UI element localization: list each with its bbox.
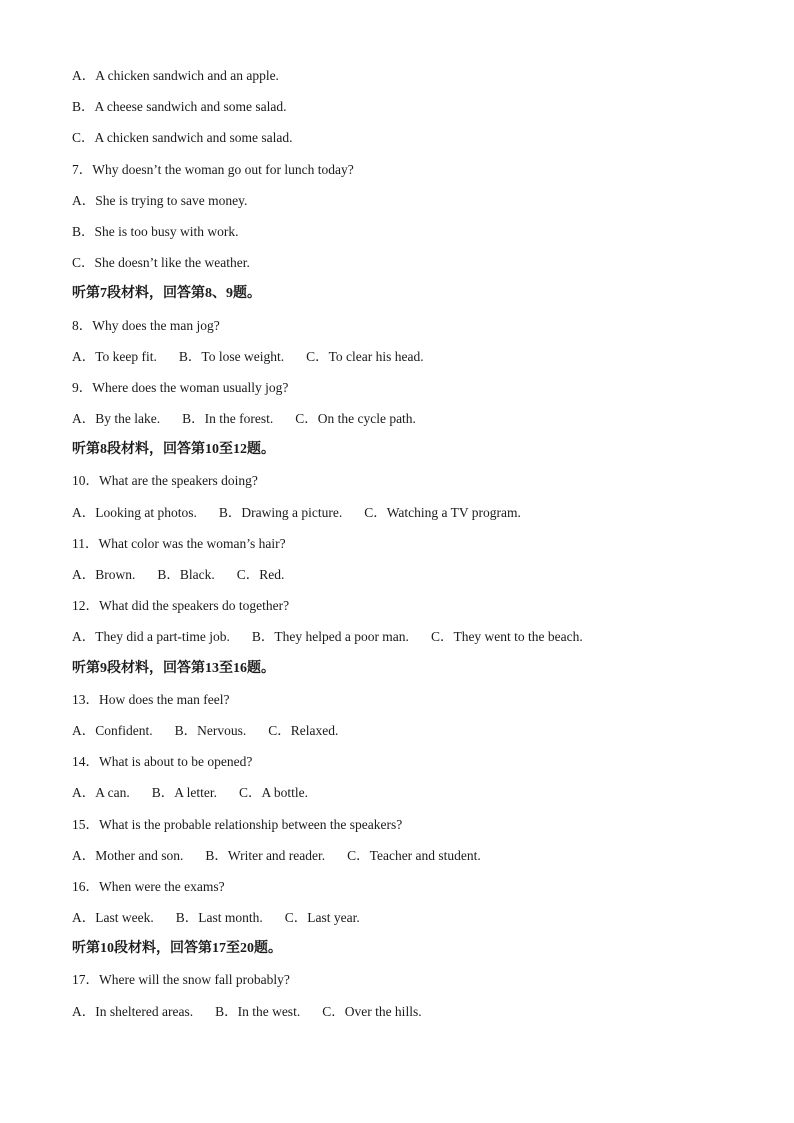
answer-options (72, 719, 752, 750)
answer-option: A．She is trying to save money. (72, 192, 248, 208)
question-text: 9．Where does the woman usually jog? (72, 379, 289, 395)
answer-option: C．To clear his head. (306, 348, 424, 364)
answer-options (72, 844, 752, 875)
answer-option: C．Relaxed. (268, 722, 339, 738)
answer-option: C．A bottle. (239, 785, 309, 801)
answer-options (72, 126, 752, 157)
answer-option: B．Last month. (175, 910, 263, 926)
answer-option: A．A can. (72, 785, 130, 801)
answer-option: C．Red. (236, 567, 285, 582)
answer-option: A．They did a part-time job. (72, 629, 230, 645)
section-heading: 听第7段材料，回答第8、9题。 (72, 286, 261, 302)
question-text: 12．What did the speakers do together? (72, 598, 290, 614)
question-text: 11．What color was the woman’s hair? (72, 535, 286, 551)
answer-option: A．Last week. (72, 910, 154, 926)
answer-option: A．In sheltered areas. (72, 1003, 194, 1019)
answer-option: C．Watching a TV program. (364, 504, 521, 520)
answer-option: C．On the cycle path. (295, 411, 416, 427)
question-text: 8．Why does the man jog? (72, 317, 220, 333)
answer-option: C．A chicken sandwich and some salad. (72, 130, 293, 146)
question-text: 16．When were the exams? (72, 878, 225, 894)
answer-options (72, 906, 752, 937)
question-text: 14．What is about to be opened? (72, 754, 253, 770)
answer-option: B．In the forest. (182, 411, 274, 427)
answer-option: B．A cheese sandwich and some salad. (72, 99, 287, 115)
question-text: 10．What are the speakers doing? (72, 473, 258, 489)
answer-option: B．Nervous. (174, 722, 247, 738)
section-heading: 听第9段材料，回答第13至16题。 (72, 660, 275, 676)
answer-options (72, 407, 752, 438)
answer-options (72, 251, 752, 282)
answer-options (72, 501, 752, 532)
answer-option: C．They went to the beach. (430, 629, 583, 645)
answer-option: B．Writer and reader. (205, 847, 326, 863)
question-text: 15．What is the probable relationship between the speakers? (72, 816, 403, 832)
answer-option: A．Brown. (72, 567, 136, 582)
answer-option: B．They helped a poor man. (251, 629, 409, 645)
answer-option: A．Looking at photos. (72, 504, 197, 520)
answer-option: B．In the west. (215, 1003, 301, 1019)
question-text: 13．How does the man feel? (72, 691, 230, 707)
answer-option: B．A letter. (151, 785, 217, 801)
answer-option: A．A chicken sandwich and an apple. (72, 68, 279, 83)
question-text: 7．Why doesn’t the woman go out for lunch today? (72, 161, 354, 177)
answer-options (72, 345, 752, 376)
answer-option: C．Last year. (284, 910, 360, 926)
answer-option: C．Teacher and student. (347, 847, 481, 863)
answer-option: A．Mother and son. (72, 847, 184, 863)
answer-option: B．Black. (157, 567, 215, 582)
section-heading: 听第10段材料，回答第17至20题。 (72, 941, 282, 957)
answer-option: B．To lose weight. (178, 348, 285, 364)
answer-option: A．By the lake. (72, 411, 161, 427)
answer-options (72, 220, 752, 251)
answer-option: A．Confident. (72, 722, 153, 738)
answer-option: C．She doesn’t like the weather. (72, 255, 250, 271)
answer-options (72, 95, 752, 126)
section-heading: 听第8段材料，回答第10至12题。 (72, 442, 275, 458)
question-text: 17．Where will the snow fall probably? (72, 972, 290, 988)
answer-option: A．To keep fit. (72, 348, 157, 364)
answer-options (72, 189, 752, 220)
answer-options (72, 1000, 752, 1031)
document-page (72, 64, 752, 1031)
answer-option: B．She is too busy with work. (72, 223, 239, 239)
answer-options (72, 64, 752, 95)
answer-options (72, 563, 752, 594)
answer-options (72, 781, 752, 812)
answer-options (72, 625, 752, 656)
answer-option: C．Over the hills. (322, 1003, 422, 1019)
answer-option: B．Drawing a picture. (218, 504, 343, 520)
